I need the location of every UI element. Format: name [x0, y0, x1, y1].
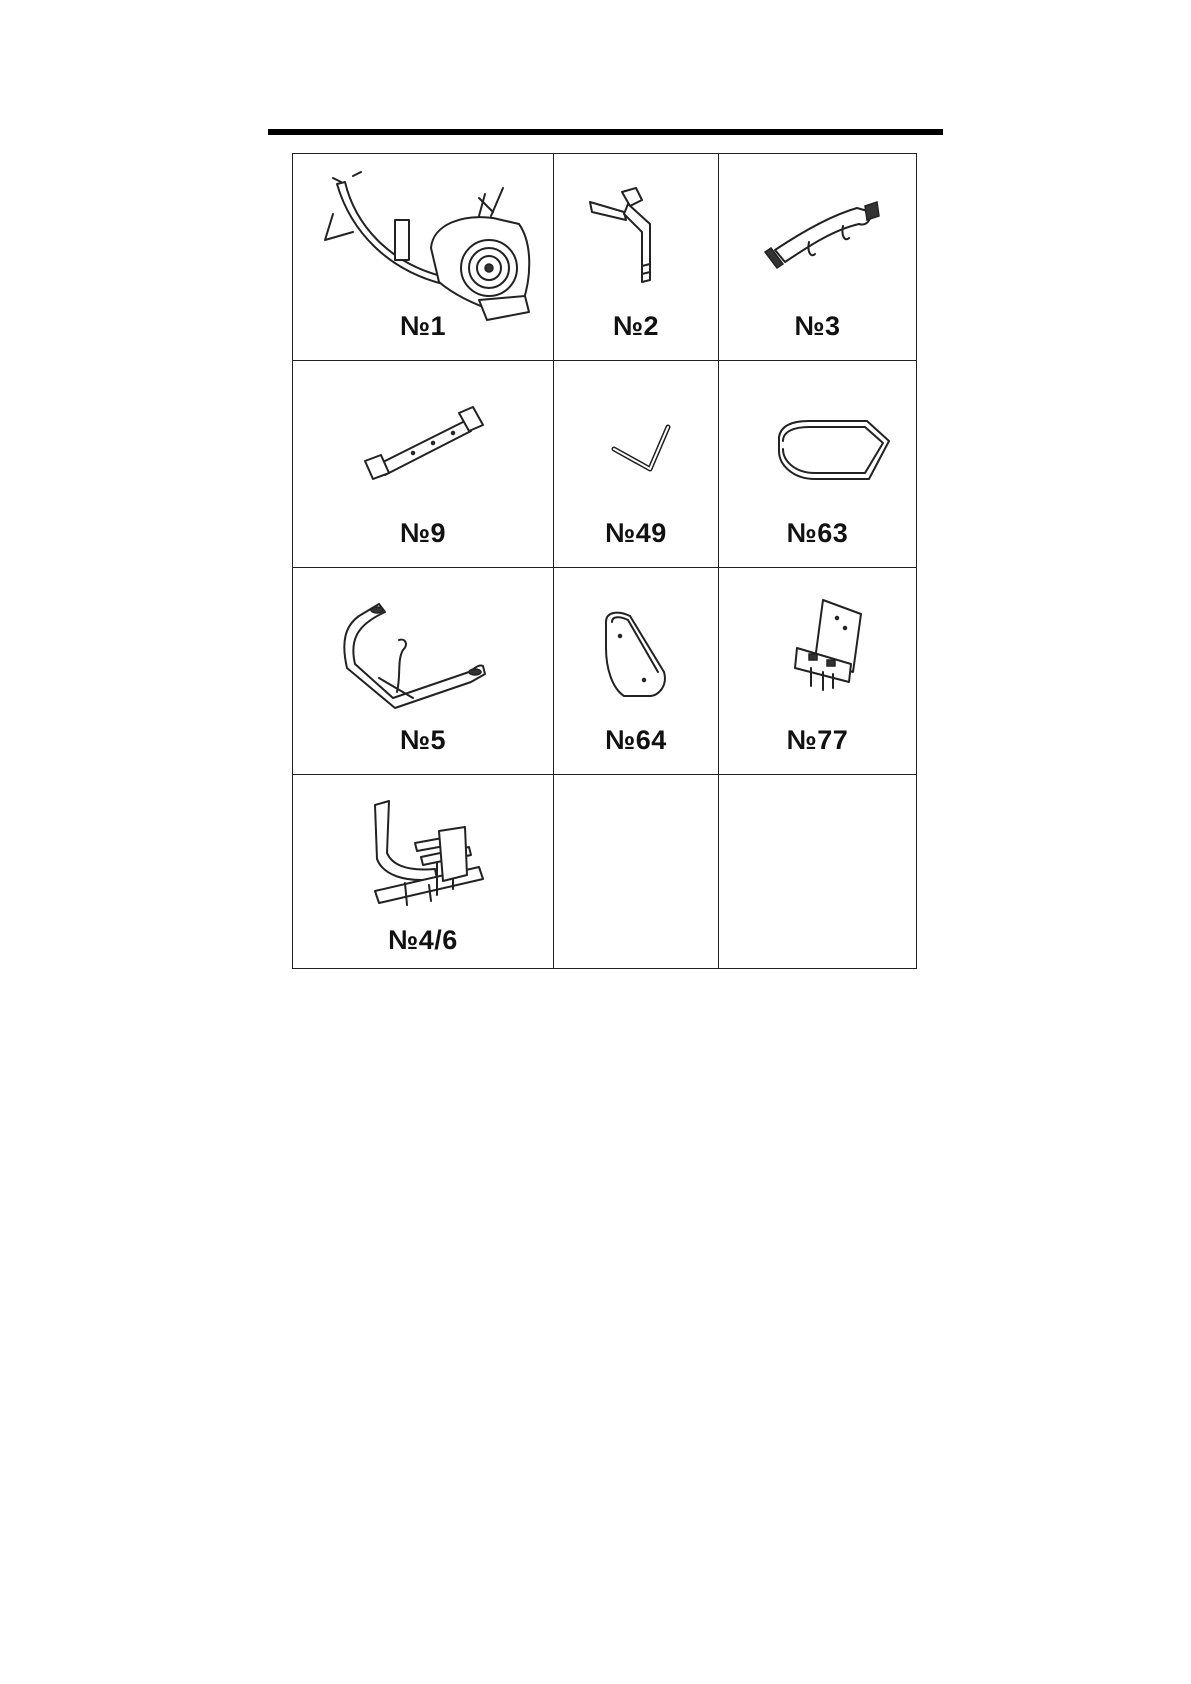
part-cell	[719, 568, 917, 775]
empty-cell	[554, 775, 719, 969]
part-cell	[293, 775, 554, 969]
part-label: №77	[786, 725, 849, 755]
empty-cell	[719, 775, 917, 969]
table-row	[293, 775, 917, 969]
table-row	[293, 568, 917, 775]
part-label: №63	[786, 518, 849, 548]
top-rule	[268, 129, 943, 135]
part-label: №49	[605, 518, 667, 548]
table-row	[293, 361, 917, 568]
part-cell	[554, 361, 719, 568]
part-cell	[293, 361, 554, 568]
part-label: №64	[605, 725, 667, 755]
part-cell	[554, 568, 719, 775]
part-label: №5	[399, 725, 447, 755]
part-cell	[293, 568, 554, 775]
part-label: №4/6	[388, 925, 458, 955]
part-label: №9	[399, 518, 447, 548]
parts-table	[292, 153, 917, 969]
part-label: №3	[794, 311, 841, 341]
part-cell	[293, 154, 554, 361]
part-cell	[554, 154, 719, 361]
part-label: №1	[399, 311, 447, 341]
part-cell	[719, 154, 917, 361]
part-cell	[719, 361, 917, 568]
part-label: №2	[612, 311, 660, 341]
table-row	[293, 154, 917, 361]
